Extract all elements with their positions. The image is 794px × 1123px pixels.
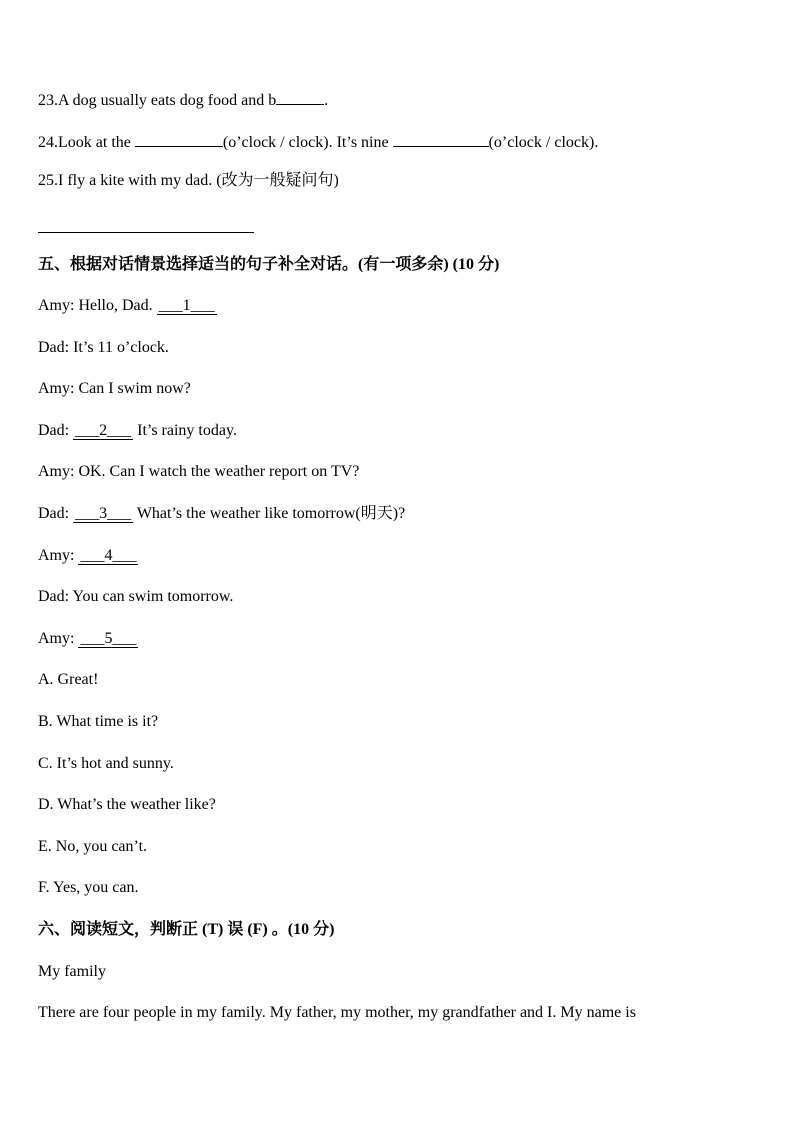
dialogue-text: Amy: Can I swim now?: [38, 380, 191, 397]
answer-line[interactable]: [38, 232, 254, 233]
answer-blank[interactable]: [276, 88, 324, 105]
dialogue-text: Amy:: [38, 630, 79, 647]
question-23-end: .: [324, 92, 329, 109]
dialogue-blank-5[interactable]: ___5___: [80, 630, 137, 647]
dialogue-text: It’s rainy today.: [133, 422, 237, 439]
dialogue-text: Dad:: [38, 422, 74, 439]
dialogue-line: [38, 296, 764, 316]
dialogue-text: Amy: OK. Can I watch the weather report on TV?: [38, 463, 360, 480]
question-25: [38, 171, 764, 191]
question-24-text: 24.Look at the: [38, 134, 135, 151]
dialogue-line: [38, 546, 764, 566]
dialogue-text: Dad:: [38, 505, 74, 522]
dialogue-text: What’s the weather like tomorrow(明天)?: [133, 505, 406, 522]
question-25-text: 25.I fly a kite with my dad. (改为一般疑问句): [38, 172, 339, 189]
question-23: [38, 88, 764, 111]
question-24-hint-a: (o’clock / clock). It’s nine: [222, 134, 393, 151]
dialogue-line: [38, 629, 764, 649]
dialogue-text: Dad: You can swim tomorrow.: [38, 588, 234, 605]
option-e: E. No, you can’t.: [38, 838, 148, 855]
passage-text: There are four people in my family. My father, my mother, my grandfather and I. My name is: [38, 1004, 636, 1021]
dialogue-line: [38, 379, 764, 399]
option-b: B. What time is it?: [38, 713, 159, 730]
question-23-text: 23.A dog usually eats dog food and b: [38, 92, 277, 109]
option-d: D. What’s the weather like?: [38, 796, 216, 813]
section-6-title: 六、阅读短文，判断正 (T) 误 (F) 。(10 分): [38, 921, 335, 938]
option-f: F. Yes, you can.: [38, 879, 139, 896]
answer-blank[interactable]: [135, 130, 223, 147]
dialogue-line: [38, 462, 764, 482]
dialogue-blank-4[interactable]: ___4___: [80, 547, 137, 564]
dialogue-text: Amy:: [38, 547, 79, 564]
option-c: C. It’s hot and sunny.: [38, 755, 174, 772]
answer-blank[interactable]: [393, 130, 489, 147]
section-5-title: 五、根据对话情景选择适当的句子补全对话。(有一项多余) (10 分): [38, 256, 500, 273]
passage-title: My family: [38, 963, 106, 980]
question-24: [38, 130, 764, 153]
dialogue-blank-2[interactable]: ___2___: [75, 422, 132, 439]
dialogue-line: [38, 338, 764, 358]
dialogue-text: Dad: It’s 11 o’clock.: [38, 339, 169, 356]
dialogue-line: [38, 587, 764, 607]
dialogue-text: Amy: Hello, Dad.: [38, 297, 157, 314]
dialogue-blank-3[interactable]: ___3___: [75, 505, 132, 522]
question-24-hint-b: (o’clock / clock).: [488, 134, 599, 151]
dialogue-blank-1[interactable]: ___1___: [158, 297, 215, 314]
option-a: A. Great!: [38, 671, 99, 688]
dialogue-line: [38, 504, 764, 524]
dialogue-line: [38, 421, 764, 441]
